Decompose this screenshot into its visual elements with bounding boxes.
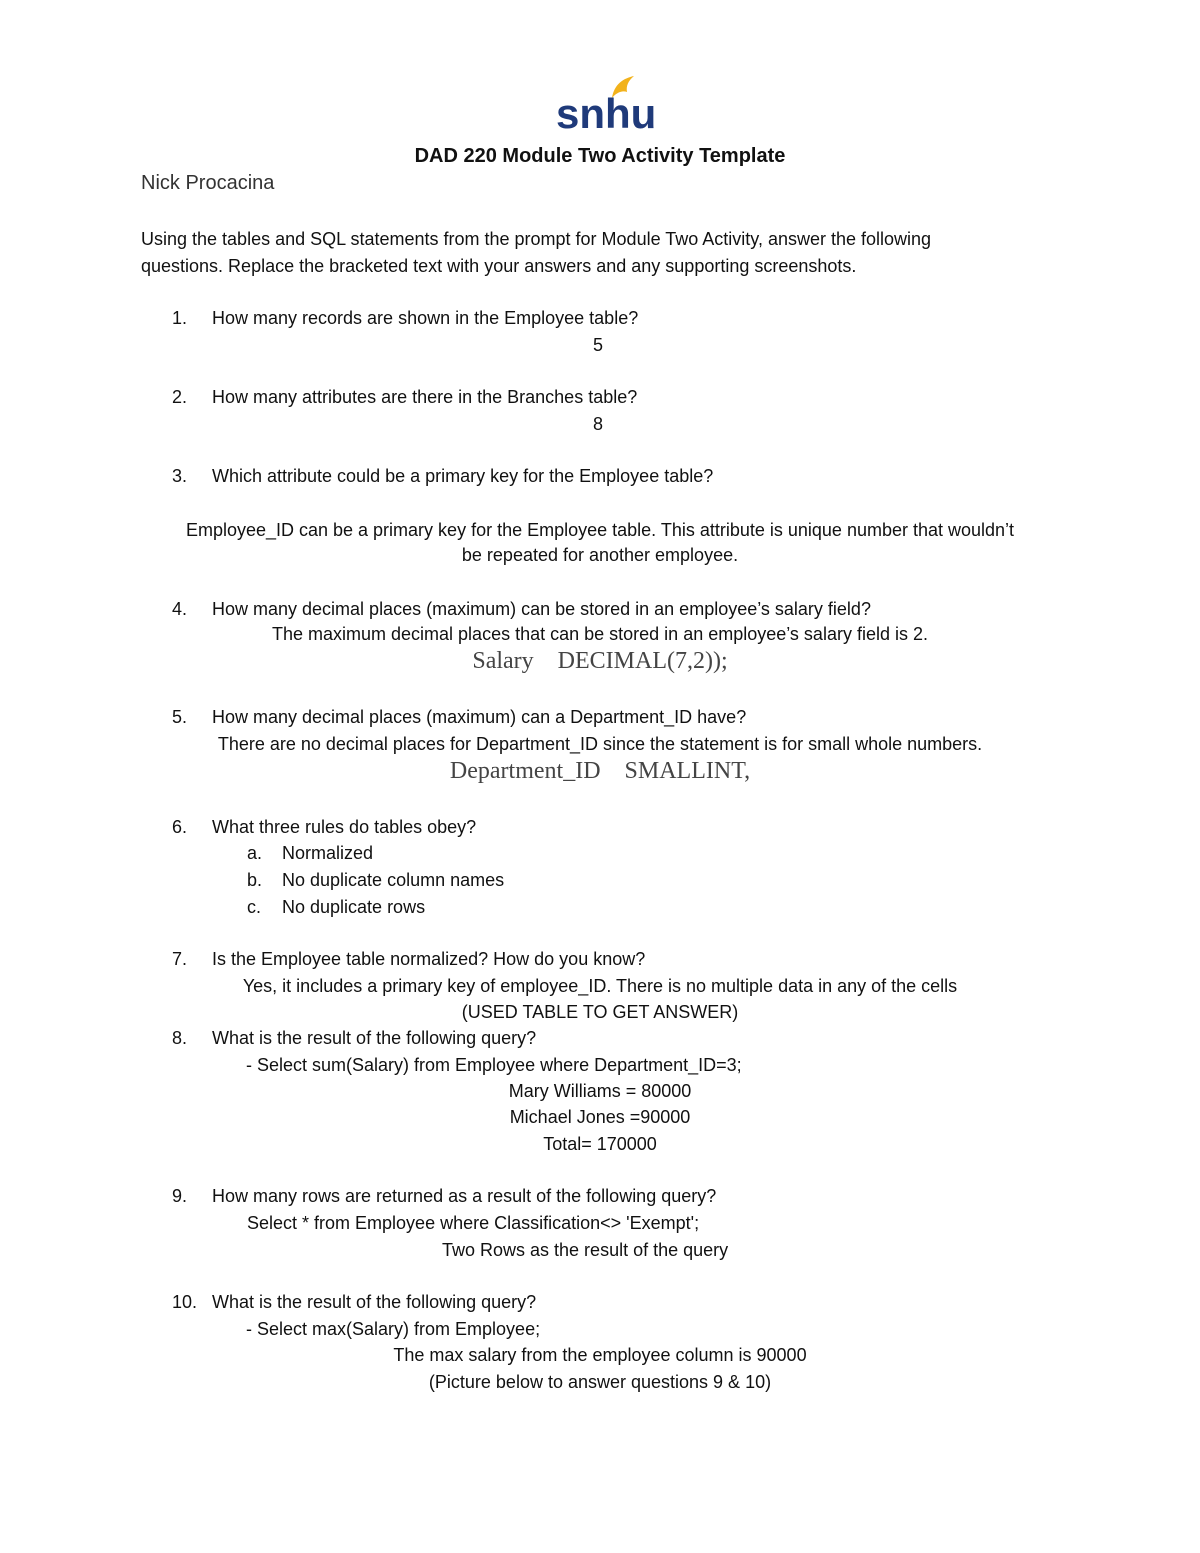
- question-10-text: What is the result of the following query?: [212, 1292, 537, 1312]
- rule-b-label: b.: [247, 870, 263, 890]
- snhu-logo: [556, 70, 657, 137]
- question-8-query: - Select sum(Salary) from Employee where Department_ID=3;: [246, 1055, 742, 1075]
- question-9-number: 9.: [172, 1186, 188, 1206]
- question-10-number: 10.: [172, 1292, 198, 1312]
- question-7-answer: Yes, it includes a primary key of employee_ID. There is no multiple data in any of the cells: [242, 976, 958, 996]
- question-5-number: 5.: [172, 707, 188, 727]
- rule-c-label: c.: [247, 897, 262, 917]
- question-8-answer-line-3: Total= 170000: [543, 1134, 657, 1154]
- intro-line-2: questions. Replace the bracketed text with your answers and any supporting screenshots.: [141, 256, 857, 276]
- question-5-answer: There are no decimal places for Department_ID since the statement is for small whole numbers.: [217, 734, 983, 754]
- question-4-answer: The maximum decimal places that can be stored in an employee’s salary field is 2.: [272, 624, 928, 644]
- question-10-note: (Picture below to answer questions 9 & 10): [428, 1372, 772, 1392]
- question-5-text: How many decimal places (maximum) can a Department_ID have?: [212, 707, 747, 727]
- rule-a-label: a.: [247, 843, 263, 863]
- question-3-number: 3.: [172, 466, 188, 486]
- question-6-text: What three rules do tables obey?: [212, 817, 477, 837]
- question-9-query: Select * from Employee where Classification<> 'Exempt';: [247, 1213, 700, 1233]
- question-5-code: Department_ID SMALLINT,: [449, 758, 751, 784]
- question-6-number: 6.: [172, 817, 188, 837]
- rule-c-text: No duplicate rows: [282, 897, 426, 917]
- question-2-text: How many attributes are there in the Branches table?: [212, 387, 638, 407]
- question-2-answer: 8: [593, 414, 604, 434]
- question-3-answer-line-1: Employee_ID can be a primary key for the Employee table. This attribute is unique number that wouldn’t: [185, 520, 1015, 540]
- question-4-text: How many decimal places (maximum) can be stored in an employee’s salary field?: [212, 599, 871, 619]
- rule-b-text: No duplicate column names: [282, 870, 505, 890]
- question-8-text: What is the result of the following query?: [212, 1028, 537, 1048]
- question-1-text: How many records are shown in the Employee table?: [212, 308, 639, 328]
- question-1-number: 1.: [172, 308, 188, 328]
- author-name: Nick Procacina: [141, 172, 275, 194]
- question-7-note: (USED TABLE TO GET ANSWER): [461, 1002, 739, 1022]
- question-8-number: 8.: [172, 1028, 188, 1048]
- question-10-query: - Select max(Salary) from Employee;: [246, 1319, 541, 1339]
- logo-text: snhu: [556, 90, 657, 137]
- question-8-answer-line-2: Michael Jones =90000: [509, 1107, 691, 1127]
- question-1-answer: 5: [593, 335, 604, 355]
- question-10-answer: The max salary from the employee column is 90000: [393, 1345, 807, 1365]
- question-7-number: 7.: [172, 949, 188, 969]
- question-7-text: Is the Employee table normalized? How do you know?: [212, 949, 646, 969]
- question-8-answer-line-1: Mary Williams = 80000: [508, 1081, 692, 1101]
- question-9-answer: Two Rows as the result of the query: [442, 1240, 729, 1260]
- intro-line-1: Using the tables and SQL statements from the prompt for Module Two Activity, answer the following: [141, 229, 932, 249]
- snhu-logo-mark: [556, 70, 657, 137]
- question-2-number: 2.: [172, 387, 188, 407]
- question-3-text: Which attribute could be a primary key for the Employee table?: [212, 466, 714, 486]
- question-4-code: Salary DECIMAL(7,2));: [472, 648, 728, 674]
- document-title: DAD 220 Module Two Activity Template: [414, 145, 786, 167]
- question-4-number: 4.: [172, 599, 188, 619]
- question-3-answer-line-2: be repeated for another employee.: [461, 545, 739, 565]
- question-9-text: How many rows are returned as a result of the following query?: [212, 1186, 717, 1206]
- rule-a-text: Normalized: [282, 843, 374, 863]
